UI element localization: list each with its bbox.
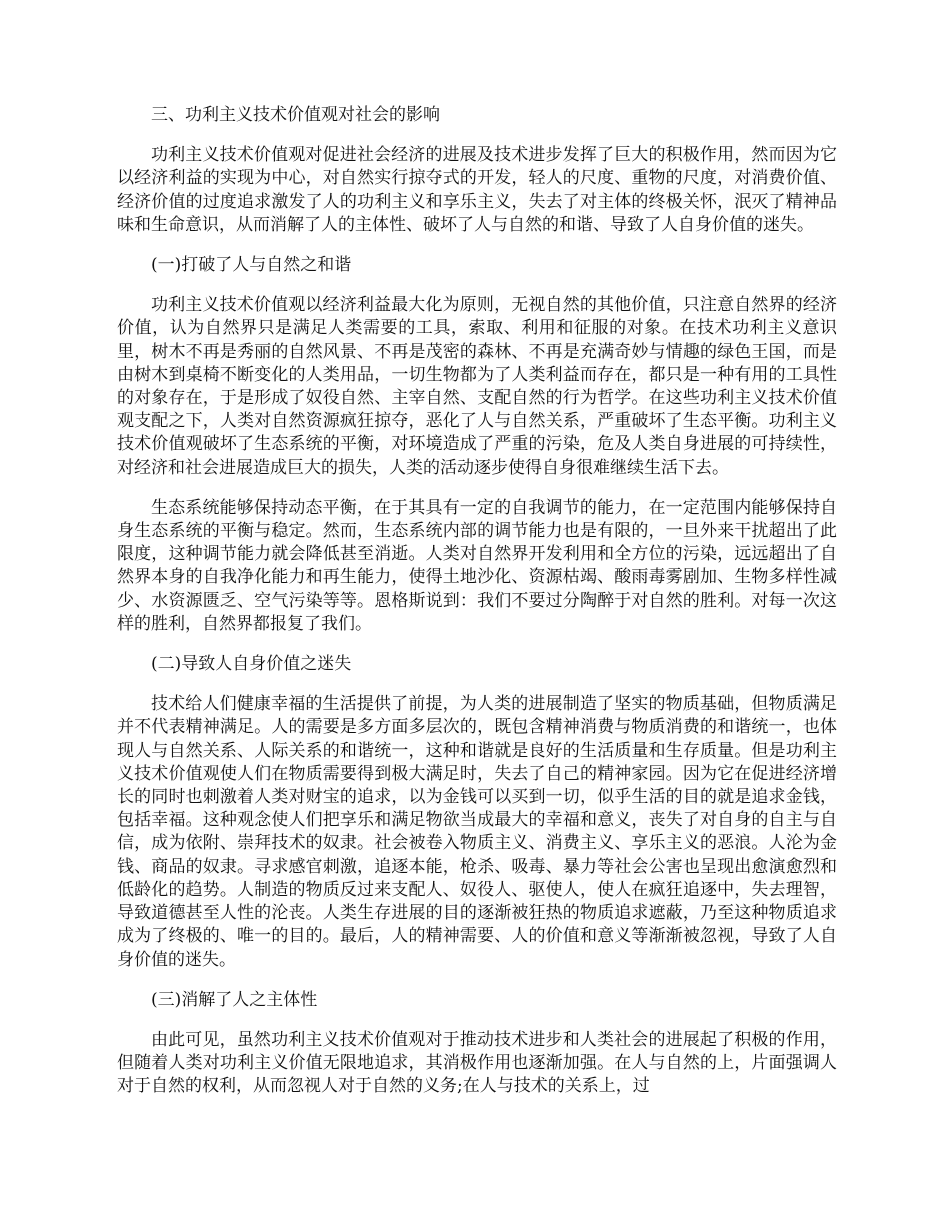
spacer [117,127,837,144]
intro-paragraph: 功利主义技术价值观对促进社会经济的进展及技术进步发挥了巨大的积极作用，然而因为它以经济利益的实现为中心，对自然实行掠夺式的开发，轻人的尺度、重物的尺度，对消费价值、经济价值的过度追求激发了人的功利主义和享乐主义，失去了对主体的终极关怀，泯灭了精神品味和生命意识，从而消解了人的主体性、破坏了人与自然的和谐、导致了人自身价值的迷失。 [117,145,837,235]
paragraph: 技术给人们健康幸福的生活提供了前提，为人类的进展制造了坚实的物质基础，但物质满足并不代表精神满足。人的需要是多方面多层次的，既包含精神消费与物质消费的和谐统一，也体现人与自然关系、人际关系的和谐统一，这种和谐就是良好的生活质量和生存质量。但是功利主义技术价值观使人们在物质需要得到极大满足时，失去了自己的精神家园。因为它在促进经济增长的同时也刺激着人类对财宝的追求，以为金钱可以买到一切，似乎生活的目的就是追求金钱，包括幸福。这种观念使人们把享乐和满足物欲当成最大的幸福和意义，丧失了对自身的自主与自信，成为依附、崇拜技术的奴隶。社会被卷入物质主义、消费主义、享乐主义的恶浪。人沦为金钱、商品的奴隶。寻求感官刺激，追逐本能，枪杀、吸毒、暴力等社会公害也呈现出愈演愈烈和低龄化的趋势。人制造的物质反过来支配人、奴役人、驱使人，使人在疯狂追逐中，失去理智，导致道德甚至人性的沦丧。人类生存进展的目的逐渐被狂热的物质追求遮蔽，乃至这种物质追求成为了终极的、唯一的目的。最后，人的精神需要、人的价值和意义等渐渐被忽视，导致了人自身价值的迷失。 [117,694,837,970]
spacer [117,1012,837,1029]
document-page [117,104,837,1099]
section-title: 三、功利主义技术价值观对社会的影响 [151,105,440,125]
spacer [117,636,837,653]
spacer [117,480,837,497]
spacer [117,972,837,989]
spacer [117,277,837,294]
subsection-title-3: (三)消解了人之主体性 [151,989,318,1010]
paragraph: 功利主义技术价值观以经济利益最大化为原则，无视自然的其他价值，只注意自然界的经济价值，认为自然界只是满足人类需要的工具，索取、利用和征服的对象。在技术功利主义意识里，树木不再是秀丽的自然风景、不再是茂密的森林、不再是充满奇妙与情趣的绿色王国，而是由树木到桌椅不断变化的人类用品，一切生物都为了人类利益而存在，都只是一种有用的工具性的对象存在，于是形成了奴役自然、主宰自然、支配自然的行为哲学。在这些功利主义技术价值观支配之下，人类对自然资源疯狂掠夺，恶化了人与自然关系，严重破坏了生态平衡。功利主义技术价值观破坏了生态系统的平衡，对环境造成了严重的污染，危及人类自身进展的可持续性，对经济和社会进展造成巨大的损失，人类的活动逐步使得自身很难继续生活下去。 [117,295,837,478]
paragraph: 由此可见，虽然功利主义技术价值观对于推动技术进步和人类社会的进展起了积极的作用，但随着人类对功利主义价值无限地追求，其消极作用也逐渐加强。在人与自然的上，片面强调人对于自然的权利，从而忽视人对于自然的义务;在人与技术的关系上，过 [117,1029,837,1097]
spacer [117,676,837,693]
subsection-title-1: (一)打破了人与自然之和谐 [151,255,352,276]
subsection-title-2: (二)导致人自身价值之迷失 [151,654,352,675]
spacer [117,237,837,254]
paragraph: 生态系统能够保持动态平衡，在于其具有一定的自我调节的能力，在一定范围内能够保持自身生态系统的平衡与稳定。然而，生态系统内部的调节能力也是有限的，一旦外来干扰超出了此限度，这种调节能力就会降低甚至消逝。人类对自然界开发利用和全方位的污染，远远超出了自然界本身的自我净化能力和再生能力，使得土地沙化、资源枯竭、酸雨毒雾剧加、生物多样性减少、水资源匮乏、空气污染等等。恩格斯说到：我们不要过分陶醉于对自然的胜利。对每一次这样的胜利，自然界都报复了我们。 [117,497,837,634]
